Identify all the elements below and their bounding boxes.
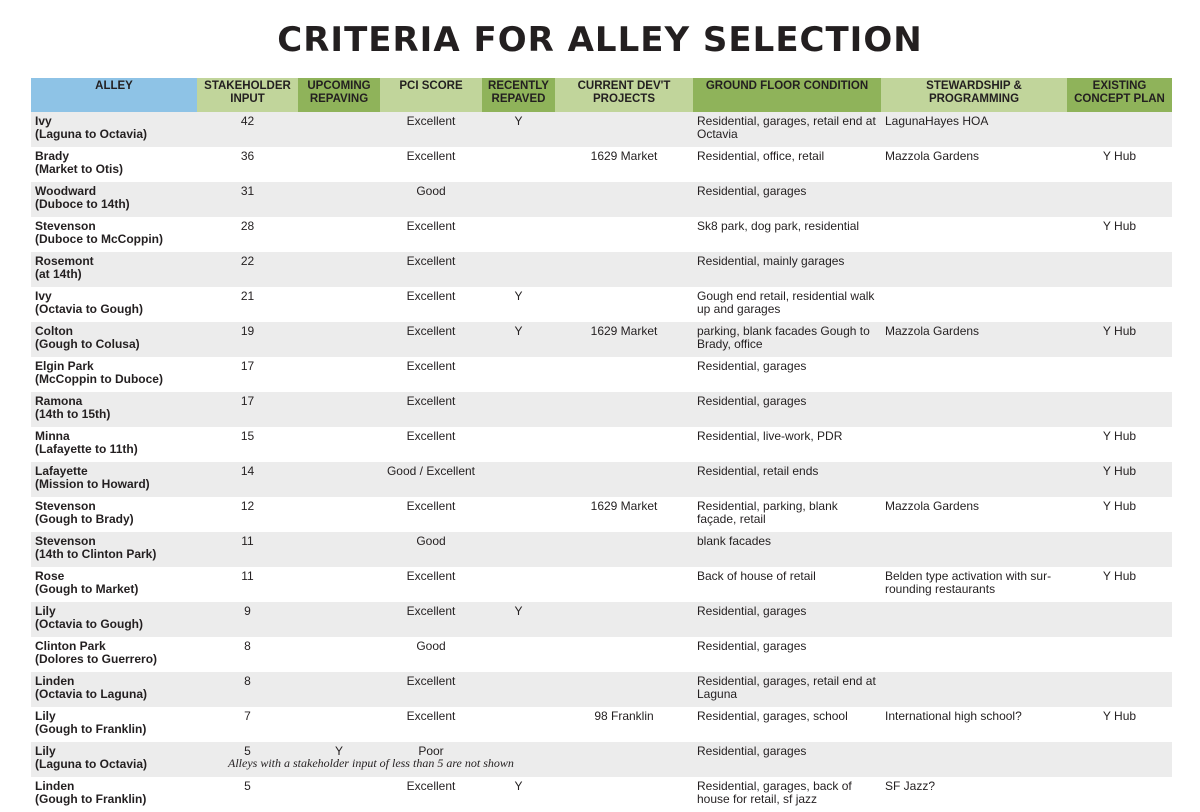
alley-name: Clinton Park <box>35 639 106 653</box>
header-alley: ALLEY <box>31 78 197 112</box>
upcoming-repaving-cell <box>298 147 380 182</box>
upcoming-repaving-cell <box>298 462 380 497</box>
recently-repaved-cell <box>482 567 555 602</box>
current-devt-projects-cell <box>555 357 693 392</box>
pci-score-cell: Excellent <box>380 392 482 427</box>
stakeholder-input-cell: 7 <box>244 709 251 723</box>
alley-segment: (Gough to Franklin) <box>35 722 147 736</box>
stewardship-programming-cell: Mazzola Gardens <box>885 499 980 513</box>
upcoming-repaving-cell <box>298 322 380 357</box>
pci-score-cell: Excellent <box>380 252 482 287</box>
current-devt-projects-cell <box>555 602 693 637</box>
stewardship-programming-cell <box>881 742 1067 777</box>
existing-concept-plan-cell <box>1067 602 1172 637</box>
stewardship-programming-cell <box>881 287 1067 322</box>
alley-cell <box>31 252 197 287</box>
table-row <box>31 287 1172 322</box>
pci-score-cell: Good <box>380 532 482 567</box>
alley-name: Linden <box>35 779 75 793</box>
existing-concept-plan-cell: Y Hub <box>1067 462 1172 497</box>
upcoming-repaving-cell <box>298 637 380 672</box>
current-devt-projects-cell <box>555 462 693 497</box>
upcoming-repaving-cell <box>298 707 380 742</box>
ground-floor-condition-cell: blank facades <box>693 532 881 567</box>
alley-segment: (14th to 15th) <box>35 407 111 421</box>
stakeholder-input-cell: 36 <box>240 149 255 163</box>
stakeholder-input-cell: 42 <box>197 112 298 147</box>
stakeholder-input-cell: 5 <box>244 779 251 793</box>
current-devt-projects-cell <box>555 742 693 777</box>
upcoming-repaving-cell <box>298 392 380 427</box>
ground-floor-condition-cell: Residential, garages <box>697 639 807 653</box>
recently-repaved-cell: Y <box>482 322 555 357</box>
existing-concept-plan-cell <box>1067 742 1172 777</box>
recently-repaved-cell: Y <box>482 602 555 637</box>
alley-name: Ivy <box>35 114 52 128</box>
ground-floor-condition-cell: Residential, parking, blank façade, retail <box>697 499 838 526</box>
current-devt-projects-cell <box>555 287 693 322</box>
page-title: CRITERIA FOR ALLEY SELECTION <box>277 20 923 60</box>
alley-name: Lily <box>35 744 56 758</box>
pci-score-cell: Excellent <box>406 219 456 233</box>
ground-floor-condition-cell: Residential, office, retail <box>697 149 825 163</box>
table-row <box>31 567 1172 602</box>
alley-segment: (Laguna to Octavia) <box>35 127 148 141</box>
alley-name: Ivy <box>35 289 52 303</box>
pci-score-cell: Good / Excellent <box>380 462 482 497</box>
existing-concept-plan-cell <box>1067 777 1172 812</box>
stewardship-programming-cell: Mazzola Gardens <box>881 322 1067 357</box>
alley-segment: (Dolores to Guerrero) <box>35 652 158 666</box>
alley-cell <box>31 147 197 182</box>
alley-segment: (Lafayette to 11th) <box>35 442 138 456</box>
existing-concept-plan-cell: Y Hub <box>1102 499 1137 513</box>
alley-cell <box>31 532 197 567</box>
stewardship-programming-cell <box>881 672 1067 707</box>
header-stewardship-programming: STEWARDSHIP & PROGRAMMING <box>881 78 1067 112</box>
current-devt-projects-cell <box>555 777 693 812</box>
alley-name: Lily <box>35 604 56 618</box>
table-row <box>31 112 1172 147</box>
alley-name: Rose <box>35 569 65 583</box>
stakeholder-input-cell: 8 <box>244 639 251 653</box>
existing-concept-plan-cell <box>1067 182 1172 217</box>
alley-cell <box>31 322 197 357</box>
alley-cell <box>31 427 197 462</box>
stakeholder-input-cell: 5 <box>197 742 298 777</box>
existing-concept-plan-cell: Y Hub <box>1102 569 1137 583</box>
upcoming-repaving-cell <box>298 287 380 322</box>
table-row <box>31 322 1172 357</box>
alley-name: Lily <box>35 709 56 723</box>
pci-score-cell: Good <box>416 639 446 653</box>
ground-floor-condition-cell: Residential, live-work, PDR <box>697 429 843 443</box>
existing-concept-plan-cell <box>1067 357 1172 392</box>
upcoming-repaving-cell <box>298 532 380 567</box>
upcoming-repaving-cell <box>298 777 380 812</box>
alley-segment: (14th to Clinton Park) <box>35 547 157 561</box>
table-row <box>31 742 1172 777</box>
alley-segment: (Mission to Howard) <box>35 477 150 491</box>
alley-segment: (Market to Otis) <box>35 162 124 176</box>
ground-floor-condition-cell: Residential, garages <box>693 182 881 217</box>
pci-score-cell: Excellent <box>380 602 482 637</box>
existing-concept-plan-cell: Y Hub <box>1102 429 1137 443</box>
pci-score-cell: Excellent <box>380 672 482 707</box>
current-devt-projects-cell <box>555 637 693 672</box>
alley-segment: (Gough to Market) <box>35 582 139 596</box>
existing-concept-plan-cell: Y Hub <box>1067 322 1172 357</box>
stakeholder-input-cell: 19 <box>197 322 298 357</box>
table-row <box>31 637 1172 672</box>
stakeholder-input-cell: 22 <box>197 252 298 287</box>
pci-score-cell: Excellent <box>406 569 456 583</box>
alley-cell <box>31 112 197 147</box>
alley-cell <box>31 637 197 672</box>
current-devt-projects-cell <box>555 427 693 462</box>
stewardship-programming-cell <box>881 602 1067 637</box>
stakeholder-input-cell: 17 <box>240 359 255 373</box>
table-row <box>31 462 1172 497</box>
recently-repaved-cell <box>482 672 555 707</box>
alley-cell <box>31 182 197 217</box>
table-row <box>31 532 1172 567</box>
current-devt-projects-cell <box>555 567 693 602</box>
alley-name: Woodward <box>35 184 97 198</box>
alley-segment: (Gough to Colusa) <box>35 337 140 351</box>
existing-concept-plan-cell: Y Hub <box>1102 709 1137 723</box>
stewardship-programming-cell: LagunaHayes HOA <box>881 112 1067 147</box>
current-devt-projects-cell: 1629 Market <box>590 499 658 513</box>
header-pci-score: PCI SCORE <box>380 78 482 112</box>
header-existing-concept-plan: EXISTING CONCEPT PLAN <box>1067 78 1172 112</box>
ground-floor-condition-cell: Residential, garages, retail end at Laguna <box>693 672 881 707</box>
recently-repaved-cell <box>482 217 555 252</box>
recently-repaved-cell <box>482 182 555 217</box>
alley-cell <box>31 707 197 742</box>
upcoming-repaving-cell: Y <box>298 742 380 777</box>
ground-floor-condition-cell: Residential, mainly garages <box>693 252 881 287</box>
alley-name: Lafayette <box>35 464 88 478</box>
recently-repaved-cell: Y <box>514 289 523 303</box>
header-recently-repaved: RECENTLY REPAVED <box>482 78 555 112</box>
stewardship-programming-cell: International high school? <box>885 709 1022 723</box>
ground-floor-condition-cell: Residential, garages, retail end at Octavia <box>693 112 881 147</box>
pci-score-cell: Excellent <box>380 112 482 147</box>
recently-repaved-cell <box>482 427 555 462</box>
stewardship-programming-cell <box>881 252 1067 287</box>
pci-score-cell: Good <box>380 182 482 217</box>
recently-repaved-cell <box>482 392 555 427</box>
upcoming-repaving-cell <box>298 427 380 462</box>
alley-name: Stevenson <box>35 219 96 233</box>
criteria-table <box>31 78 1172 812</box>
stakeholder-input-cell: 17 <box>197 392 298 427</box>
pci-score-cell: Excellent <box>380 322 482 357</box>
alley-segment: (Gough to Brady) <box>35 512 134 526</box>
ground-floor-condition-cell: Residential, garages, school <box>697 709 848 723</box>
table-row <box>31 602 1172 637</box>
stewardship-programming-cell <box>881 462 1067 497</box>
alley-cell <box>31 462 197 497</box>
current-devt-projects-cell <box>555 392 693 427</box>
current-devt-projects-cell <box>555 182 693 217</box>
upcoming-repaving-cell <box>298 567 380 602</box>
stakeholder-input-cell: 12 <box>240 499 255 513</box>
upcoming-repaving-cell <box>298 357 380 392</box>
alley-cell <box>31 287 197 322</box>
current-devt-projects-cell: 1629 Market <box>590 149 658 163</box>
upcoming-repaving-cell <box>298 497 380 532</box>
stakeholder-input-cell: 21 <box>240 289 255 303</box>
alley-segment: (Octavia to Gough) <box>35 617 143 631</box>
table-body <box>31 112 1172 812</box>
current-devt-projects-cell <box>555 217 693 252</box>
table-row <box>31 252 1172 287</box>
alley-segment: (Octavia to Laguna) <box>35 687 148 701</box>
stewardship-programming-cell <box>881 427 1067 462</box>
table-row <box>31 357 1172 392</box>
stewardship-programming-cell <box>881 392 1067 427</box>
alley-cell <box>31 602 197 637</box>
existing-concept-plan-cell <box>1067 287 1172 322</box>
alley-segment: (at 14th) <box>35 267 82 281</box>
alley-cell <box>31 497 197 532</box>
current-devt-projects-cell <box>555 532 693 567</box>
alley-cell <box>31 777 197 812</box>
alley-segment: (Laguna to Octavia) <box>35 757 148 771</box>
stewardship-programming-cell: Mazzola Gardens <box>885 149 980 163</box>
pci-score-cell: Poor <box>380 742 482 777</box>
pci-score-cell: Excellent <box>406 709 456 723</box>
alley-name: Minna <box>35 429 70 443</box>
pci-score-cell: Excellent <box>406 149 456 163</box>
recently-repaved-cell <box>482 637 555 672</box>
stakeholder-input-cell: 8 <box>197 672 298 707</box>
alley-name: Elgin Park <box>35 359 94 373</box>
upcoming-repaving-cell <box>298 252 380 287</box>
existing-concept-plan-cell <box>1067 112 1172 147</box>
stewardship-programming-cell <box>881 217 1067 252</box>
alley-segment: (Octavia to Gough) <box>35 302 143 316</box>
stakeholder-input-cell: 14 <box>197 462 298 497</box>
alley-cell <box>31 392 197 427</box>
header-upcoming-repaving: UPCOMING REPAVING <box>298 78 380 112</box>
stakeholder-input-cell: 11 <box>197 532 298 567</box>
ground-floor-condition-cell: Residential, garages, back of house for retail, sf jazz <box>697 779 852 806</box>
stakeholder-input-cell: 11 <box>241 569 254 583</box>
current-devt-projects-cell <box>555 112 693 147</box>
existing-concept-plan-cell: Y Hub <box>1102 219 1137 233</box>
header-stakeholder-input: STAKEHOLDER INPUT <box>197 78 298 112</box>
stewardship-programming-cell <box>881 532 1067 567</box>
alley-segment: (McCoppin to Duboce) <box>35 372 163 386</box>
existing-concept-plan-cell <box>1067 532 1172 567</box>
table-row <box>31 392 1172 427</box>
alley-cell <box>31 217 197 252</box>
ground-floor-condition-cell: Residential, garages <box>693 602 881 637</box>
upcoming-repaving-cell <box>298 112 380 147</box>
header-current-devt-projects: CURRENT DEV'T PROJECTS <box>555 78 693 112</box>
table-row <box>31 777 1172 812</box>
alley-name: Stevenson <box>35 534 96 548</box>
recently-repaved-cell <box>482 532 555 567</box>
ground-floor-condition-cell: Residential, retail ends <box>693 462 881 497</box>
pci-score-cell: Excellent <box>406 289 456 303</box>
stewardship-programming-cell <box>881 182 1067 217</box>
current-devt-projects-cell: 1629 Market <box>555 322 693 357</box>
header-ground-floor-condition: GROUND FLOOR CONDITION <box>693 78 881 112</box>
upcoming-repaving-cell <box>298 182 380 217</box>
existing-concept-plan-cell <box>1067 252 1172 287</box>
upcoming-repaving-cell <box>298 602 380 637</box>
alley-segment: (Gough to Franklin) <box>35 792 147 806</box>
ground-floor-condition-cell: Gough end retail, residential walk up and garages <box>697 289 875 316</box>
existing-concept-plan-cell: Y Hub <box>1102 149 1137 163</box>
existing-concept-plan-cell <box>1067 637 1172 672</box>
alley-cell <box>31 742 197 777</box>
footnote: Alleys with a stakeholder input of less than 5 are not shown <box>228 756 514 770</box>
stewardship-programming-cell <box>881 357 1067 392</box>
stewardship-programming-cell: Belden type activation with sur-rounding restaurants <box>885 569 1052 596</box>
recently-repaved-cell <box>482 147 555 182</box>
alley-cell <box>31 672 197 707</box>
pci-score-cell: Excellent <box>406 499 456 513</box>
ground-floor-condition-cell: Sk8 park, dog park, residential <box>697 219 860 233</box>
alley-segment: (Duboce to 14th) <box>35 197 130 211</box>
existing-concept-plan-cell <box>1067 672 1172 707</box>
recently-repaved-cell: Y <box>514 779 523 793</box>
ground-floor-condition-cell: Residential, garages <box>693 392 881 427</box>
upcoming-repaving-cell <box>298 217 380 252</box>
pci-score-cell: Excellent <box>406 359 456 373</box>
alley-name: Linden <box>35 674 75 688</box>
table-row <box>31 182 1172 217</box>
pci-score-cell: Excellent <box>406 429 456 443</box>
alley-name: Ramona <box>35 394 83 408</box>
table-row <box>31 672 1172 707</box>
recently-repaved-cell <box>482 252 555 287</box>
stakeholder-input-cell: 9 <box>197 602 298 637</box>
stewardship-programming-cell: SF Jazz? <box>885 779 936 793</box>
stewardship-programming-cell <box>881 637 1067 672</box>
alley-cell <box>31 567 197 602</box>
upcoming-repaving-cell <box>298 672 380 707</box>
table-header-row <box>31 78 1172 112</box>
current-devt-projects-cell: 98 Franklin <box>594 709 654 723</box>
recently-repaved-cell <box>482 707 555 742</box>
table-row <box>31 217 1172 252</box>
table-row <box>31 497 1172 532</box>
table-row <box>31 147 1172 182</box>
recently-repaved-cell <box>482 462 555 497</box>
alley-name: Rosemont <box>35 254 94 268</box>
stakeholder-input-cell: 15 <box>240 429 255 443</box>
ground-floor-condition-cell: parking, blank facades Gough to Brady, office <box>693 322 881 357</box>
ground-floor-condition-cell: Residential, garages <box>693 742 881 777</box>
recently-repaved-cell <box>482 357 555 392</box>
existing-concept-plan-cell <box>1067 392 1172 427</box>
alley-segment: (Duboce to McCoppin) <box>35 232 163 246</box>
current-devt-projects-cell <box>555 252 693 287</box>
table-row <box>31 427 1172 462</box>
alley-name: Brady <box>35 149 70 163</box>
alley-name: Stevenson <box>35 499 96 513</box>
alley-name: Colton <box>35 324 73 338</box>
stakeholder-input-cell: 31 <box>197 182 298 217</box>
table-row <box>31 707 1172 742</box>
ground-floor-condition-cell: Residential, garages <box>697 359 807 373</box>
ground-floor-condition-cell: Back of house of retail <box>697 569 816 583</box>
recently-repaved-cell: Y <box>482 112 555 147</box>
pci-score-cell: Excellent <box>406 779 456 793</box>
alley-cell <box>31 357 197 392</box>
recently-repaved-cell <box>482 497 555 532</box>
stakeholder-input-cell: 28 <box>240 219 255 233</box>
current-devt-projects-cell <box>555 672 693 707</box>
